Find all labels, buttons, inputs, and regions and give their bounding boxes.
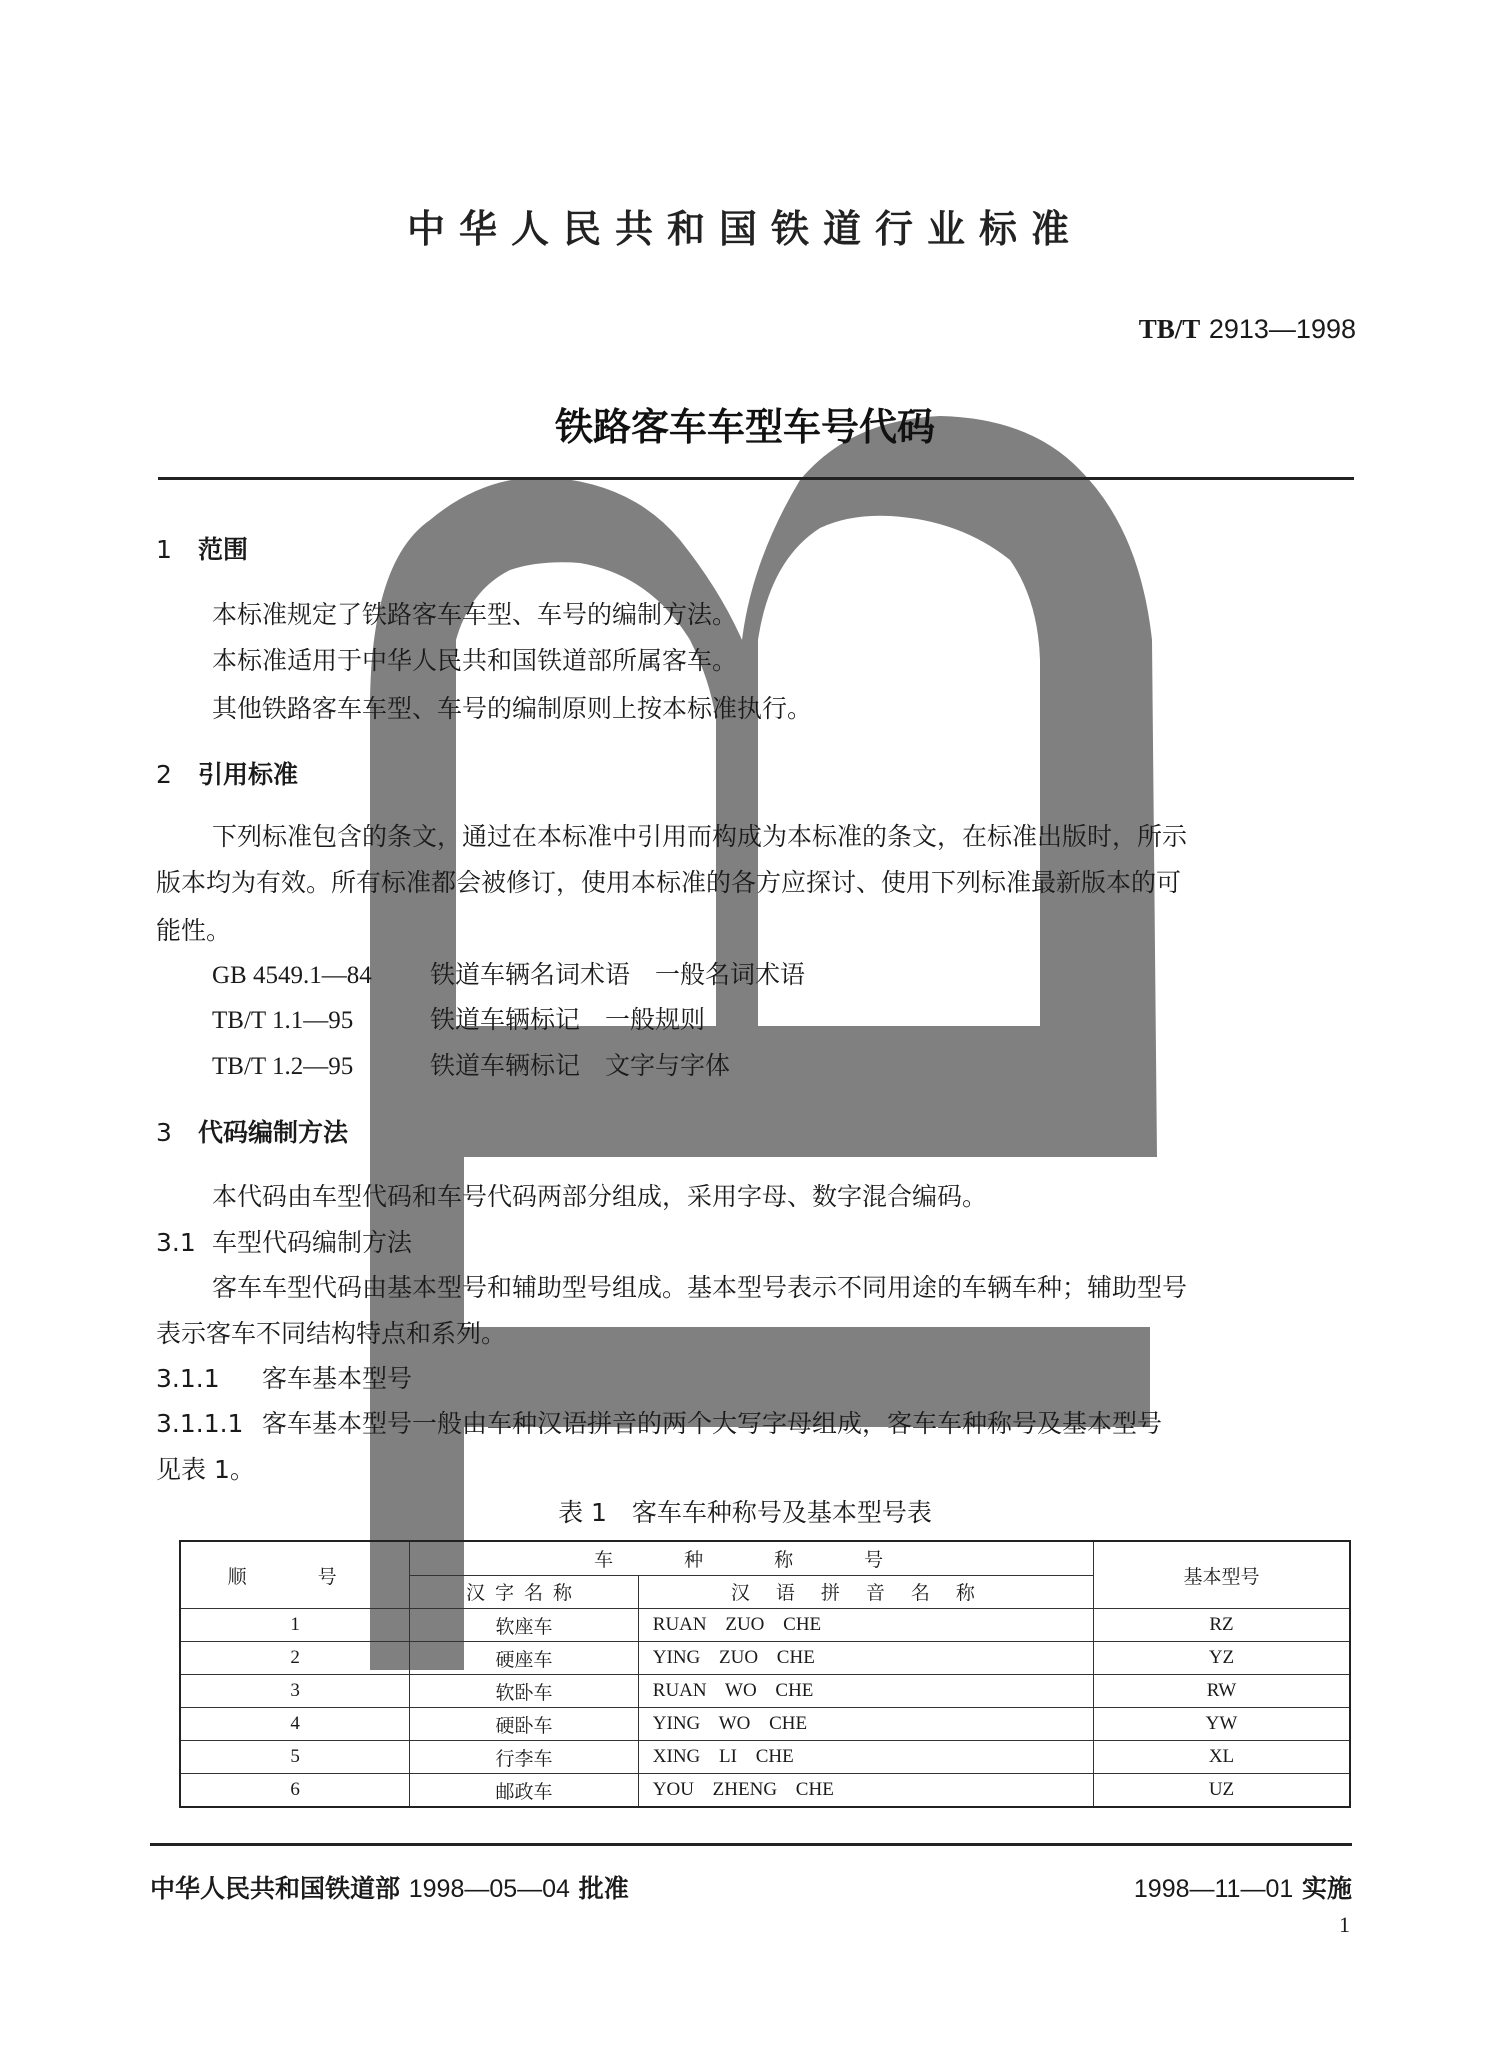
- approve-date: 1998—05—04: [408, 1875, 570, 1903]
- paragraph: 本标准规定了铁路客车车型、车号的编制方法。: [212, 600, 738, 629]
- section-title: 车型代码编制方法: [212, 1228, 413, 1257]
- header-code: 基本型号: [1093, 1541, 1350, 1609]
- cell-seq: 4: [180, 1708, 410, 1741]
- document-title: 铁路客车车型车号代码: [554, 405, 935, 449]
- section-1-heading: [156, 537, 248, 562]
- cell-code: YZ: [1093, 1642, 1350, 1675]
- paragraph-line: 能性。: [156, 916, 232, 945]
- cell-chinese: 硬卧车: [410, 1708, 639, 1741]
- header-group: 车 种 称 号: [410, 1541, 1094, 1575]
- cell-chinese: 软座车: [410, 1609, 639, 1642]
- section-title: 范围: [198, 535, 249, 564]
- cell-code: RZ: [1093, 1609, 1350, 1642]
- cell-seq: 6: [180, 1774, 410, 1808]
- section-number: 3.1.1.1: [156, 1409, 244, 1438]
- cell-pinyin: RUAN ZUO CHE: [638, 1609, 1093, 1642]
- reference-name: 铁道车辆名词术语 一般名词术语: [430, 960, 806, 989]
- cell-chinese: 行李车: [410, 1741, 639, 1774]
- effective-date: 1998—11—01: [1133, 1875, 1294, 1903]
- table-caption: 表 1 客车车种称号及基本型号表: [558, 1498, 932, 1527]
- paragraph-line: 表示客车不同结构特点和系列。: [156, 1319, 507, 1348]
- paragraph-line: 见表 1。: [156, 1455, 255, 1484]
- section-title: 客车基本型号: [262, 1364, 413, 1393]
- cell-chinese: 邮政车: [410, 1774, 639, 1808]
- section-number: 3: [156, 1118, 172, 1147]
- effective-line: [1134, 1876, 1352, 1902]
- reference-item: [212, 1007, 705, 1033]
- section-2-heading: [156, 762, 298, 787]
- issuing-organization: 中华人民共和国铁道行业标准: [406, 207, 1083, 251]
- paragraph-line: 客车车型代码由基本型号和辅助型号组成。基本型号表示不同用途的车辆车种；辅助型号: [212, 1273, 1188, 1302]
- cell-seq: 3: [180, 1675, 410, 1708]
- cell-seq: 1: [180, 1609, 410, 1642]
- cell-pinyin: YING ZUO CHE: [638, 1642, 1093, 1675]
- reference-item: [212, 1053, 730, 1079]
- table-row: [180, 1708, 1350, 1741]
- title-divider: [158, 477, 1354, 480]
- cell-pinyin: YOU ZHENG CHE: [638, 1774, 1093, 1808]
- paragraph: 本标准适用于中华人民共和国铁道部所属客车。: [212, 646, 738, 675]
- reference-code: GB 4549.1—84: [212, 962, 372, 989]
- cell-pinyin: YING WO CHE: [638, 1708, 1093, 1741]
- table-header-row: [180, 1541, 1350, 1575]
- section-number: 2: [156, 760, 172, 789]
- page-number: 1: [1339, 1912, 1350, 1937]
- section-title: 代码编制方法: [198, 1118, 349, 1147]
- subsection-3-1-1-heading: [156, 1366, 412, 1391]
- header-pinyin: 汉语拼音名称: [638, 1575, 1093, 1609]
- table-row: [180, 1675, 1350, 1708]
- section-3-heading: [156, 1120, 348, 1145]
- paragraph: 本代码由车型代码和车号代码两部分组成，采用字母、数字混合编码。: [212, 1182, 988, 1211]
- table-1: [179, 1540, 1351, 1808]
- table-row: [180, 1741, 1350, 1774]
- standard-code: [1139, 316, 1356, 343]
- approve-label: 批准: [578, 1874, 629, 1903]
- header-chinese: 汉字名称: [410, 1575, 639, 1609]
- header-seq: 顺 号: [180, 1541, 410, 1609]
- paragraph-line: 版本均为有效。所有标准都会被修订，使用本标准的各方应探讨、使用下列标准最新版本的可: [156, 868, 1182, 897]
- effective-label: 实施: [1301, 1874, 1352, 1903]
- cell-pinyin: RUAN WO CHE: [638, 1675, 1093, 1708]
- issuer: 中华人民共和国铁道部: [150, 1874, 401, 1903]
- reference-name: 铁道车辆标记 一般规则: [430, 1005, 706, 1034]
- paragraph-line: 客车基本型号一般由车种汉语拼音的两个大写字母组成，客车车种称号及基本型号: [262, 1409, 1163, 1438]
- cell-chinese: 软卧车: [410, 1675, 639, 1708]
- cell-chinese: 硬座车: [410, 1642, 639, 1675]
- reference-code: TB/T 1.1—95: [212, 1007, 354, 1034]
- cell-code: RW: [1093, 1675, 1350, 1708]
- table-row: [180, 1774, 1350, 1808]
- subsection-3-1-heading: [156, 1230, 412, 1255]
- section-title: 引用标准: [198, 760, 299, 789]
- cell-seq: 5: [180, 1741, 410, 1774]
- cell-code: YW: [1093, 1708, 1350, 1741]
- reference-code: TB/T 1.2—95: [212, 1053, 354, 1080]
- cell-code: XL: [1093, 1741, 1350, 1774]
- paragraph-line: 下列标准包含的条文，通过在本标准中引用而构成为本标准的条文，在标准出版时，所示: [212, 822, 1188, 851]
- subsection-3-1-1-1: [156, 1411, 1162, 1436]
- standard-prefix: TB/T: [1138, 314, 1201, 344]
- paragraph: 其他铁路客车车型、车号的编制原则上按本标准执行。: [212, 694, 813, 723]
- footer-divider: [150, 1843, 1352, 1846]
- cell-seq: 2: [180, 1642, 410, 1675]
- section-number: 1: [156, 535, 172, 564]
- standard-number: 2913—1998: [1208, 314, 1356, 344]
- reference-name: 铁道车辆标记 文字与字体: [430, 1051, 731, 1080]
- cell-pinyin: XING LI CHE: [638, 1741, 1093, 1774]
- approval-line: [150, 1876, 629, 1902]
- reference-item: [212, 962, 805, 988]
- section-number: 3.1: [156, 1228, 196, 1257]
- section-number: 3.1.1: [156, 1364, 220, 1393]
- table-row: [180, 1642, 1350, 1675]
- cell-code: UZ: [1093, 1774, 1350, 1808]
- table-row: [180, 1609, 1350, 1642]
